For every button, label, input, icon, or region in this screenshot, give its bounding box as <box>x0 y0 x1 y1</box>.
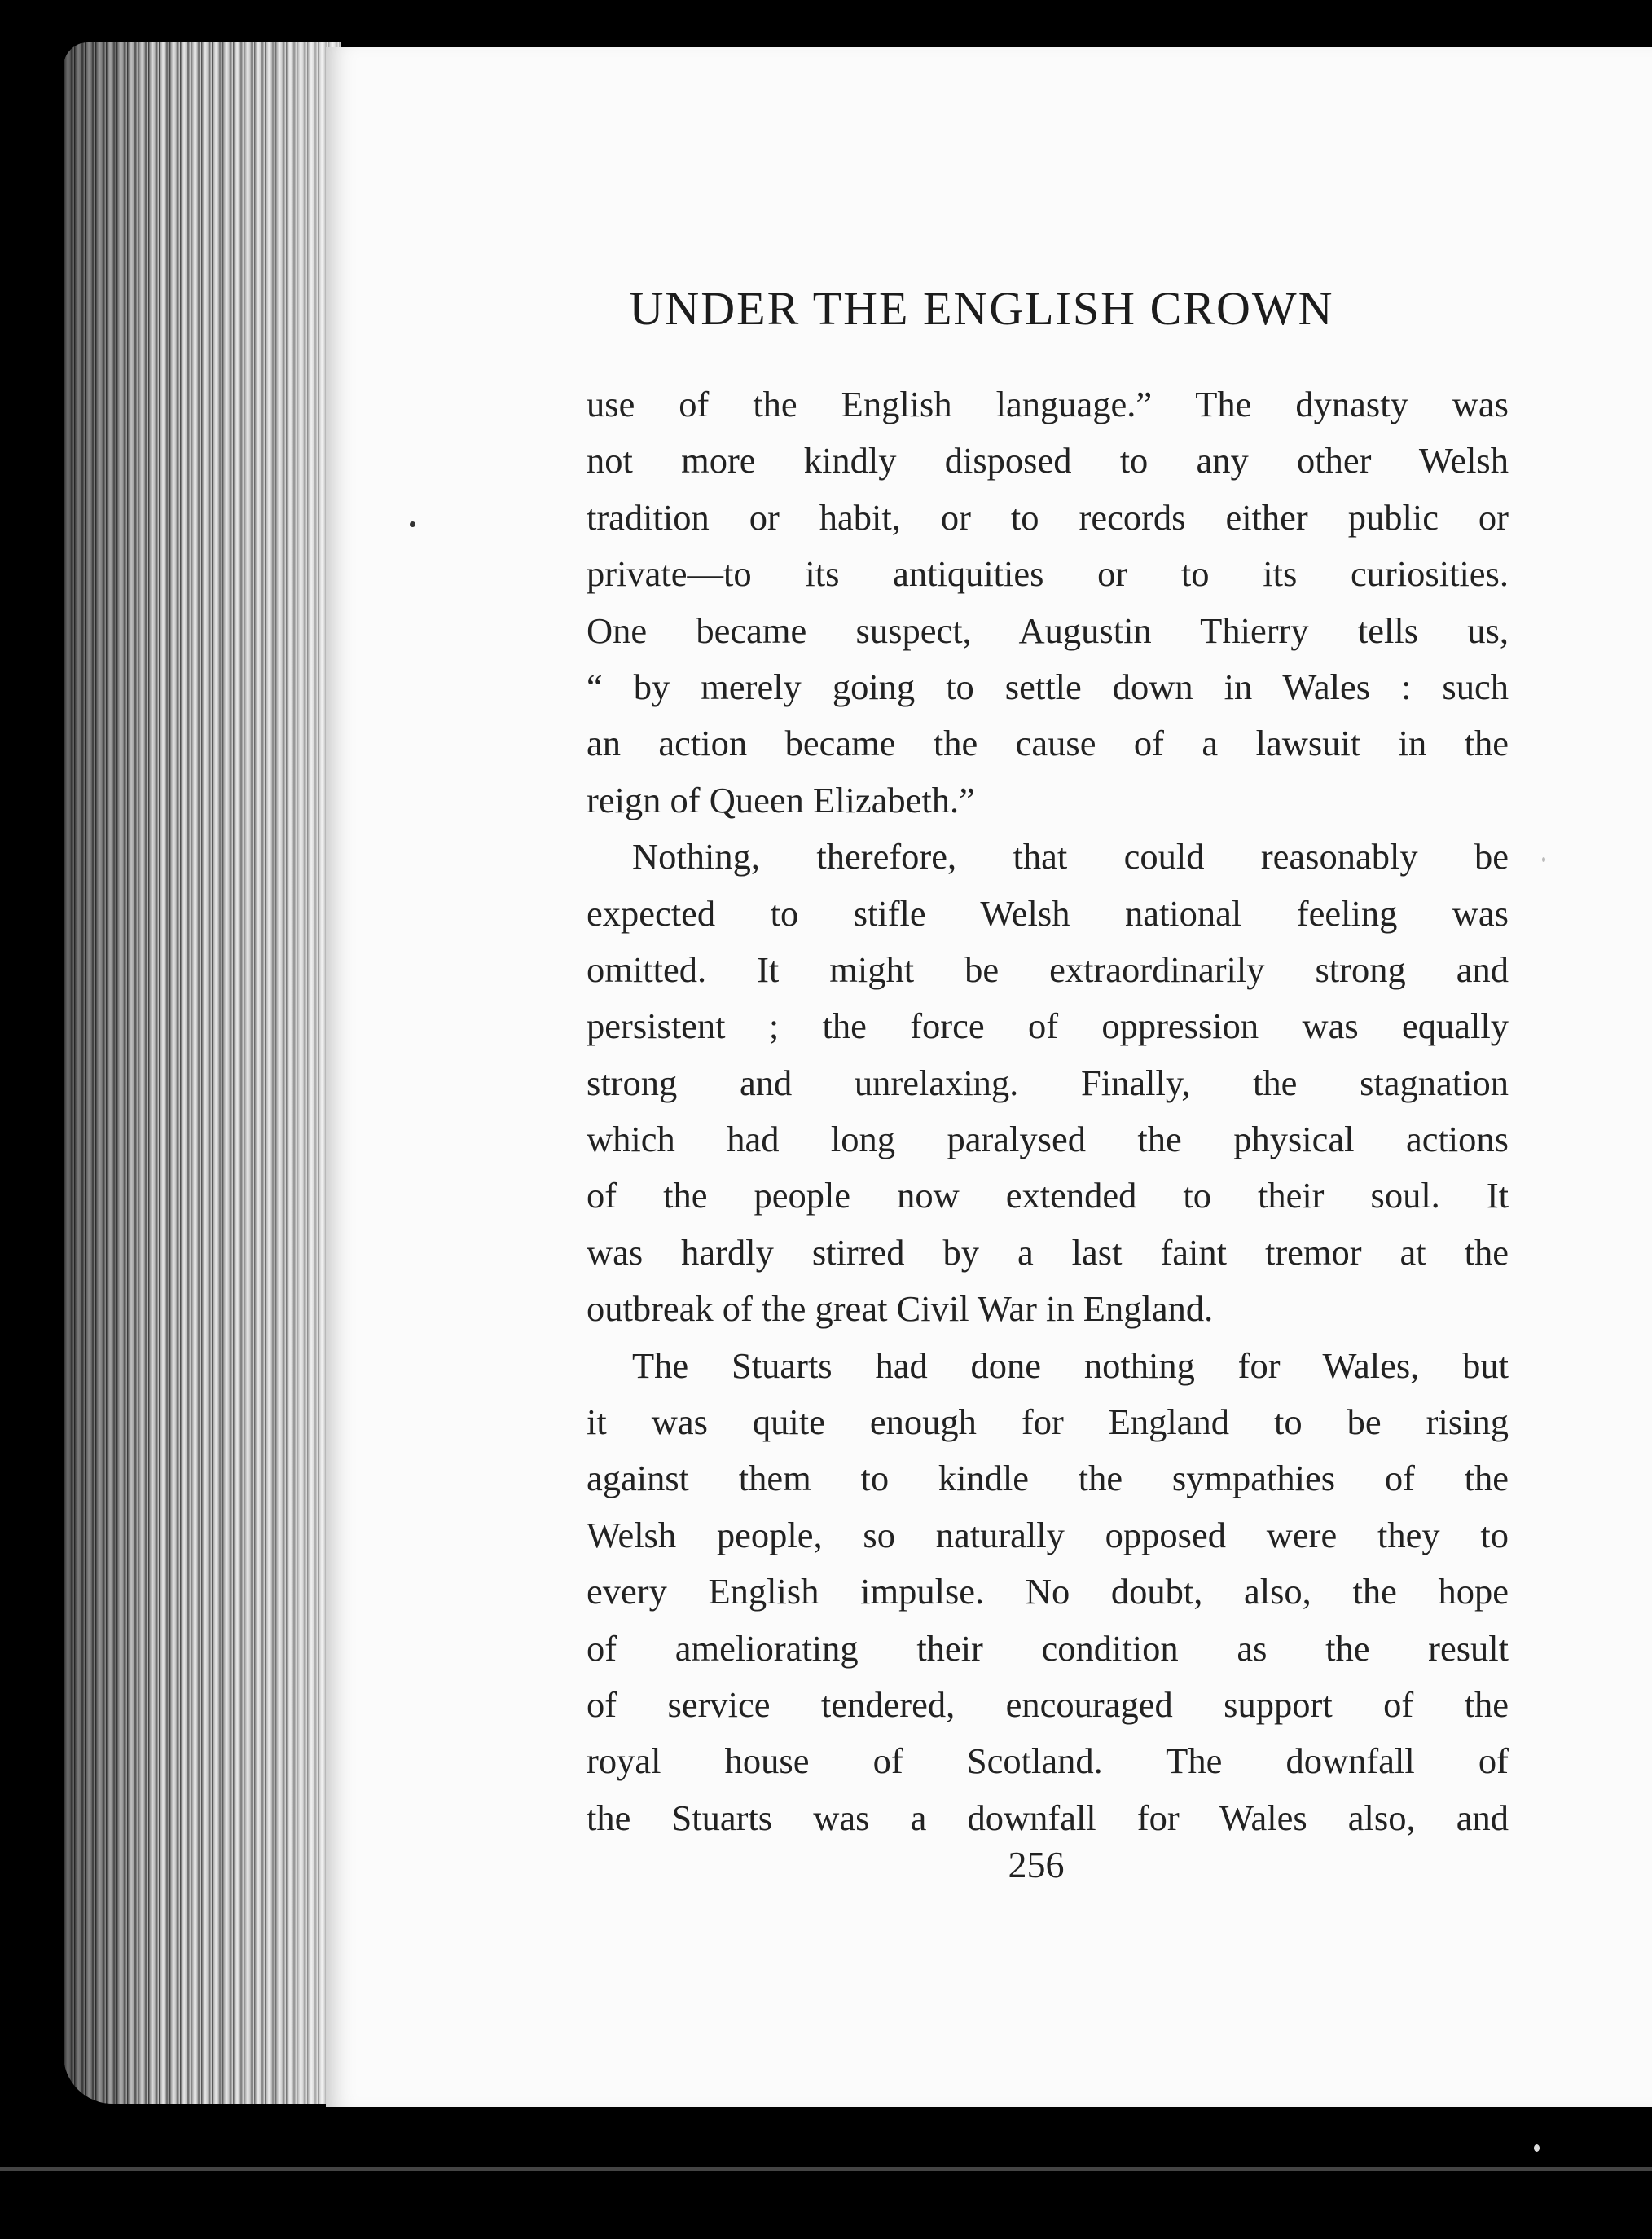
text-line: tradition or habit, or to records either public or <box>587 496 1509 538</box>
text-line: it was quite enough for England to be rising <box>587 1401 1509 1443</box>
running-head-text: UNDER THE ENGLISH CROWN <box>629 282 1334 335</box>
text-line: private—to its antiquities or to its curiosities. <box>587 553 1509 595</box>
scan-border <box>0 2167 1652 2171</box>
text-line: outbreak of the great Civil War in England. <box>587 1288 1214 1330</box>
body-text <box>587 376 1509 1846</box>
dust-speck <box>1542 857 1545 862</box>
dust-speck <box>410 521 415 527</box>
text-line: the Stuarts was a downfall for Wales also, and <box>587 1797 1509 1838</box>
text-line: persistent ; the force of oppression was equally <box>587 1005 1509 1047</box>
text-line: of service tendered, encouraged support of the <box>587 1683 1509 1725</box>
text-line: an action became the cause of a lawsuit in the <box>587 723 1509 764</box>
text-line: use of the English language.” The dynasty was <box>587 384 1509 424</box>
text-line: One became suspect, Augustin Thierry tells us, <box>587 609 1509 651</box>
text-line: Welsh people, so naturally opposed were they to <box>587 1514 1509 1555</box>
page-number: 256 <box>1008 1844 1065 1885</box>
text-line: against them to kindle the sympathies of the <box>587 1458 1509 1499</box>
text-line: which had long paralysed the physical actions <box>587 1119 1509 1160</box>
page-edges <box>64 42 341 2104</box>
running-head <box>0 281 1652 336</box>
text-line: “ by merely going to settle down in Wales : such <box>587 666 1509 707</box>
text-line: Nothing, therefore, that could reasonably be <box>632 836 1509 878</box>
text-line: of the people now extended to their soul. It <box>587 1175 1509 1216</box>
text-line: royal house of Scotland. The downfall of <box>587 1740 1509 1782</box>
text-line: expected to stifle Welsh national feeling was <box>587 892 1509 934</box>
text-line: not more kindly disposed to any other Welsh <box>587 440 1509 482</box>
text-line: every English impulse. No doubt, also, the hope <box>587 1571 1509 1612</box>
text-line: of ameliorating their condition as the result <box>587 1627 1509 1669</box>
text-line: The Stuarts had done nothing for Wales, but <box>632 1344 1509 1386</box>
dust-speck <box>1534 2144 1540 2152</box>
text-line: was hardly stirred by a last faint tremor at the <box>587 1231 1509 1273</box>
text-line: strong and unrelaxing. Finally, the stagnation <box>587 1062 1509 1103</box>
text-line: omitted. It might be extraordinarily strong and <box>587 948 1509 990</box>
text-line: reign of Queen Elizabeth.” <box>587 779 975 820</box>
